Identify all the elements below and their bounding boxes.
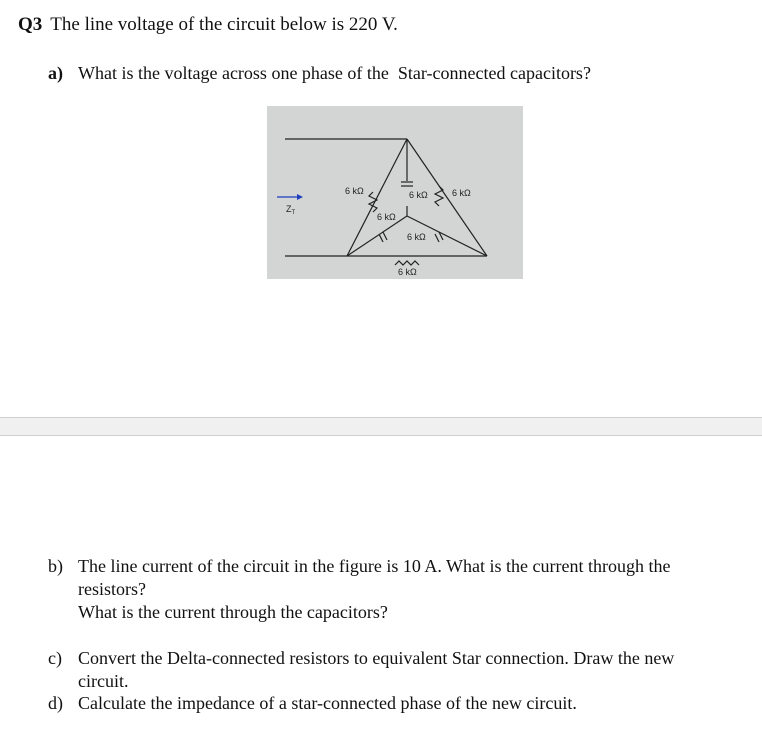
question-text: The line voltage of the circuit below is 220 V. (50, 14, 398, 35)
part-d (48, 692, 748, 718)
page-break-divider (0, 417, 762, 436)
resistor-label-2: 6 kΩ (409, 190, 428, 200)
question-number: Q3 (18, 14, 43, 35)
part-c (48, 647, 748, 695)
part-b-line-1: The line current of the circuit in the figure is 10 A. What is the current through the (78, 556, 671, 576)
capacitor-plate-c (379, 234, 383, 242)
part-b-line-2: resistors? (78, 579, 146, 599)
circuit-diagram (267, 106, 523, 279)
capacitor-plate-e (435, 234, 439, 242)
star-branch-left (347, 216, 407, 256)
delta-left-side (347, 139, 407, 256)
part-d-text: Calculate the impedance of a star-connected phase of the new circuit. (78, 693, 577, 713)
part-c-text (78, 647, 674, 693)
part-a-text: What is the voltage across one phase of the Star-connected capacitors? (78, 63, 591, 83)
part-b-label: b) (48, 556, 63, 576)
resistor-label-1: 6 kΩ (345, 186, 364, 196)
part-a-label: a) (48, 63, 63, 83)
part-c-label: c) (48, 648, 62, 668)
resistor-label-3: 6 kΩ (452, 188, 471, 198)
part-b-line-3: What is the current through the capacitors? (78, 602, 388, 622)
resistor-zigzag-3 (395, 261, 419, 265)
part-c-line-1: Convert the Delta-connected resistors to equivalent Star connection. Draw the new (78, 648, 675, 668)
part-b-text (78, 555, 671, 624)
capacitor-plate-d (383, 232, 387, 240)
resistor-zigzag-1 (369, 192, 377, 212)
resistor-label-6: 6 kΩ (398, 267, 417, 277)
resistor-zigzag-2 (435, 186, 443, 206)
resistor-label-5: 6 kΩ (407, 232, 426, 242)
resistor-label-4: 6 kΩ (377, 212, 396, 222)
impedance-label: $Z_T$ (286, 204, 296, 216)
part-d-label: d) (48, 693, 63, 713)
part-b (48, 555, 748, 627)
part-a (48, 62, 748, 88)
question-heading (18, 14, 398, 36)
circuit-figure (267, 106, 523, 279)
current-arrow-head (297, 194, 303, 200)
part-c-line-2: circuit. (78, 671, 129, 691)
